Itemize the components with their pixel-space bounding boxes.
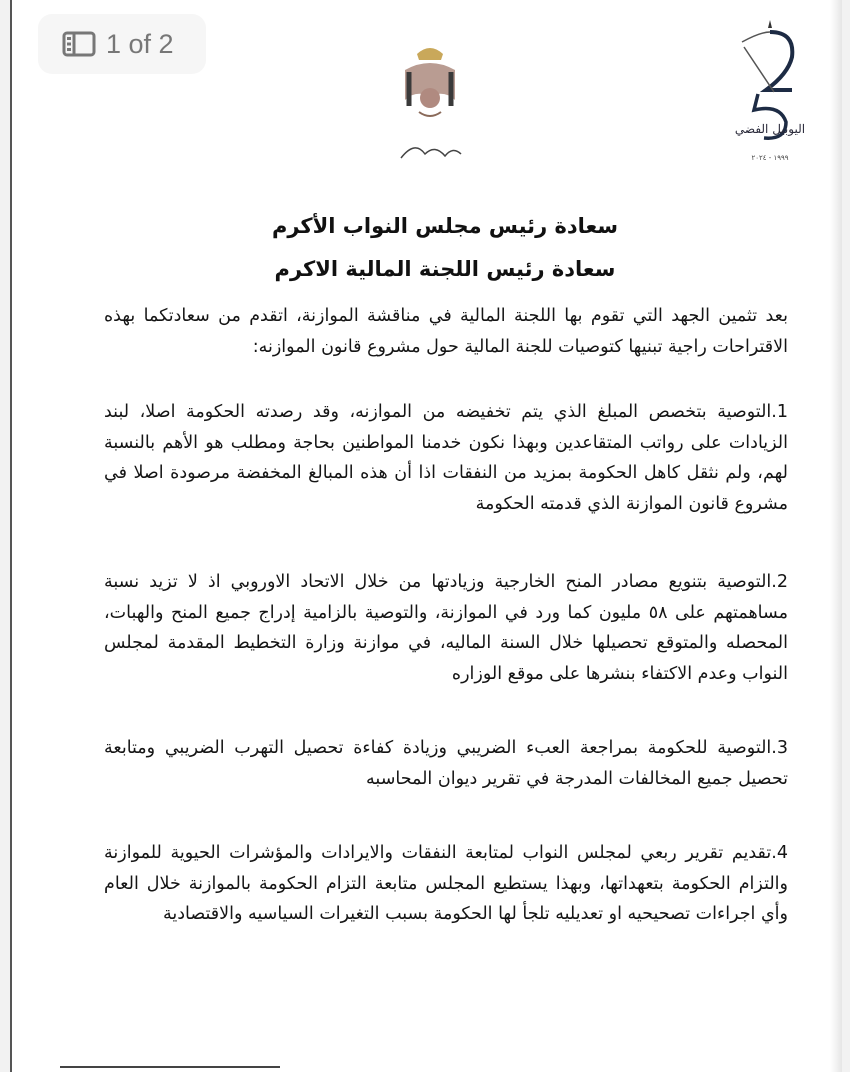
recommendation-3: 3.التوصية للحكومة بمراجعة العبء الضريبي وزيادة كفاءة تحصيل التهرب الضريبي ومتابعة تحصيل جميع المخالفات المدرجة في تقرير ديوان المحاسبه <box>104 738 788 789</box>
jubilee-caption: اليوبيل الفضي <box>734 122 806 136</box>
jubilee-years: ١٩٩٩ - ٢٠٢٤ <box>751 154 789 162</box>
recommendation-2: 2.التوصية بتنويع مصادر المنح الخارجية وزيادتها من خلال الاتحاد الاوروبي اذ لا تزيد نسبة مساهمتهم على ٥٨ مليون كما ورد في الموازنة، والتوصية بالزامية إدراج جميع المنح والهبات، المحصله والمتوقع تحصيلها خلال السنة الماليه، في موازنة وزارة التخطيط المقدمة لمجلس النواب وعدم الاكتفاء بنشرها على موقع الوزاره <box>104 572 789 684</box>
page-counter: 1 of 2 <box>106 28 174 59</box>
intro-paragraph: بعد تثمين الجهد التي تقوم بها اللجنة المالية في مناقشة الموازنة، اتقدم من سعادتكما بهذه الاقتراحات راجية تبنيها كتوصيات للجنة المالية حول مشروع قانون الموازنه: <box>104 306 788 357</box>
page-bottom-rule <box>60 1066 280 1068</box>
parliament-crest-logo <box>395 40 465 170</box>
addressee-finance-committee: سعادة رئيس اللجنة المالية الاكرم <box>274 257 616 281</box>
page-edge-shadow <box>830 0 842 1072</box>
recommendation-1: 1.التوصية بتخصص المبلغ الذي يتم تخفيضه من الموازنه، وقد رصدته الحكومة اصلا، لبند الزيادات على رواتب المتقاعدين وبهذا نكون خدمنا المواطنين بحاجة ومطلب هو الأهم بالنسبة لهم، ولم نثقل كاهل الحكومة بمزيد من النفقات اذا أن هذه المبالغ المخفضة مرصودة اصلا في مشروع قانون الموازنة الذي قدمته الحكومة <box>104 402 788 514</box>
page-counter-button[interactable] <box>38 14 206 74</box>
addressee-speaker: سعادة رئيس مجلس النواب الأكرم <box>271 214 619 238</box>
recommendation-4: 4.تقديم تقرير ربعي لمجلس النواب لمتابعة النفقات والايرادات والمؤشرات الحيوية للموازنة والتزام الحكومة بتعهداتها، وبهذا يستطيع المجلس متابعة التزام الحكومة بالموازنة خلال العام وأي اجراءات تصحيحيه او تعديليه تلجأ لها الحكومة بسبب التغيرات السياسيه والاقتصادية <box>104 843 788 924</box>
sidebar-toggle-icon <box>62 31 96 57</box>
